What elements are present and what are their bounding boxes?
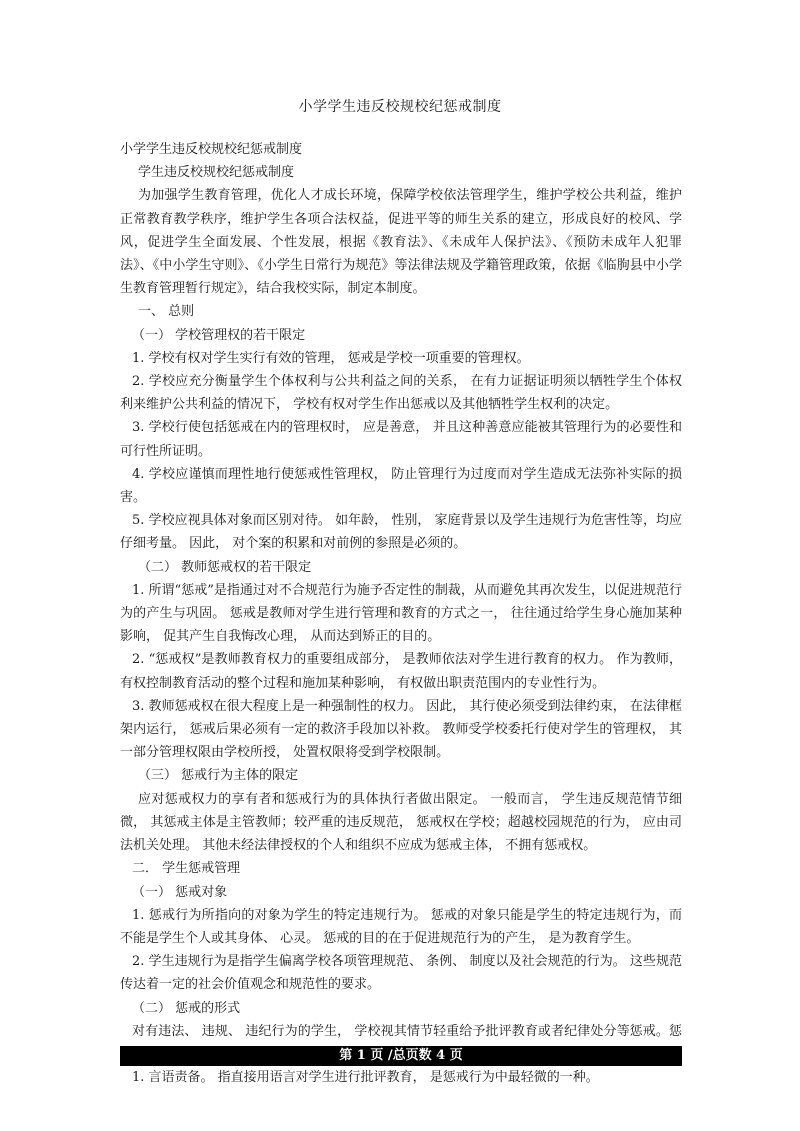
doc-paragraph: 1. 学校有权对学生实行有效的管理， 惩戒是学校一项重要的管理权。	[132, 350, 530, 366]
document-body	[120, 138, 682, 1089]
doc-paragraph: 2. “惩戒权”是教师教育权力的重要组成部分， 是教师依法对学生进行教育的权力。 作为教师， 有权控制教育活动的整个过程和施加某种影响， 有权做出职责范围内的专业性行为。	[120, 652, 682, 691]
doc-paragraph: 1. 所谓“惩戒”是指通过对不合规范行为施予否定性的制裁，从而避免其再次发生，以促进规范行为的产生与巩固。 惩戒是教师对学生进行管理和教育的方式之一， 往往通过给学生身心施加某种影响， 促其产生自我悔改心理， 从而达到矫正的目的。	[120, 582, 682, 645]
doc-paragraph: 3. 教师惩戒权在很大程度上是一种强制性的权力。 因此， 其行使必须受到法律约束， 在法律框架内运行， 惩戒后果必须有一定的救济手段加以补救。 教师受学校委托行使对学生的管理权， 其一部分管理权限由学校所授， 处置权限将受到学校限制。	[120, 698, 682, 761]
doc-paragraph: 2. 学校应充分衡量学生个体权利与公共利益之间的关系， 在有力证据证明须以牺牲学生个体权利来维护公共利益的情况下， 学校有权对学生作出惩戒以及其他牺牲学生权利的决定。	[120, 374, 682, 413]
doc-paragraph: 小学学生违反校规校纪惩戒制度	[120, 142, 303, 157]
doc-paragraph: 3. 学校行使包括惩戒在内的管理权时， 应是善意， 并且这种善意应能被其管理行为的必要性和可行性所证明。	[120, 420, 682, 459]
doc-paragraph: 学生违反校规校纪惩戒制度	[138, 165, 295, 181]
doc-paragraph: 对有违法、 违规、 违纪行为的学生， 学校视其情节轻重给予批评教育或者纪律处分等惩戒。惩	[132, 1023, 682, 1039]
subsection-heading: （二） 惩戒的形式	[132, 1000, 241, 1016]
page-title: 小学学生违反校规校纪惩戒制度	[298, 99, 502, 115]
subsection-heading: （二） 教师惩戒权的若干限定	[138, 559, 312, 575]
subsection-heading: （一） 惩戒对象	[132, 884, 228, 900]
section-heading: 一、 总则	[138, 304, 195, 320]
doc-paragraph: 4. 学校应谨慎而理性地行使惩戒性管理权， 防止管理行为过度而对学生造成无法弥补实际的损害。	[120, 466, 682, 506]
page-footer	[120, 1046, 682, 1066]
doc-paragraph: 1. 惩戒行为所指向的对象为学生的特定违规行为。 惩戒的对象只能是学生的特定违规行为，而不能是学生个人或其身体、 心灵。 惩戒的目的在于促进规范行为的产生， 是为教育学生。	[120, 907, 682, 946]
doc-paragraph: 为加强学生教育管理，优化人才成长环境，保障学校依法管理学生，维护学校公共利益，维护正常教育教学秩序，维护学生各项合法权益，促进平等的师生关系的建立，形成良好的校风、学风，促进学生全面发展、个性发展，根据《教育法》、《未成年人保护法》、《预防未成年人犯罪法》、《中小学生守则》、《小学生日常行为规范》等法律法规及学籍管理政策，依据《临朐县中小学生教育管理暂行规定》，结合我校实际，制定本制度。	[120, 188, 682, 297]
doc-paragraph: 2. 学生违规行为是指学生偏离学校各项管理规范、 条例、 制度以及社会规范的行为。 这些规范传达着一定的社会价值观念和规范性的要求。	[120, 954, 682, 993]
page-number-label: 第 1 页 /总页数 4 页	[339, 1048, 463, 1063]
doc-paragraph: 1. 言语责备。 指直接用语言对学生进行批评教育， 是惩戒行为中最轻微的一种。	[132, 1070, 599, 1086]
doc-paragraph: 5. 学校应视具体对象而区别对待。 如年龄， 性别， 家庭背景以及学生违规行为危害性等，均应仔细考量。 因此， 对个案的积累和对前例的参照是必须的。	[120, 513, 682, 552]
section-heading: 二． 学生惩戒管理	[132, 861, 241, 877]
doc-paragraph: 应对惩戒权力的享有者和惩戒行为的具体执行者做出限定。 一般而言， 学生违反规范情节细微， 其惩戒主体是主管教师；较严重的违反规范， 惩戒权在学校；超越校园规范的行为， 应由司法机关处理。 其他未经法律授权的个人和组织不应成为惩戒主体， 不拥有惩戒权。	[120, 791, 682, 854]
subsection-heading: （一） 学校管理权的若干限定	[132, 327, 306, 343]
subsection-heading: （三） 惩戒行为主体的限定	[138, 768, 299, 784]
